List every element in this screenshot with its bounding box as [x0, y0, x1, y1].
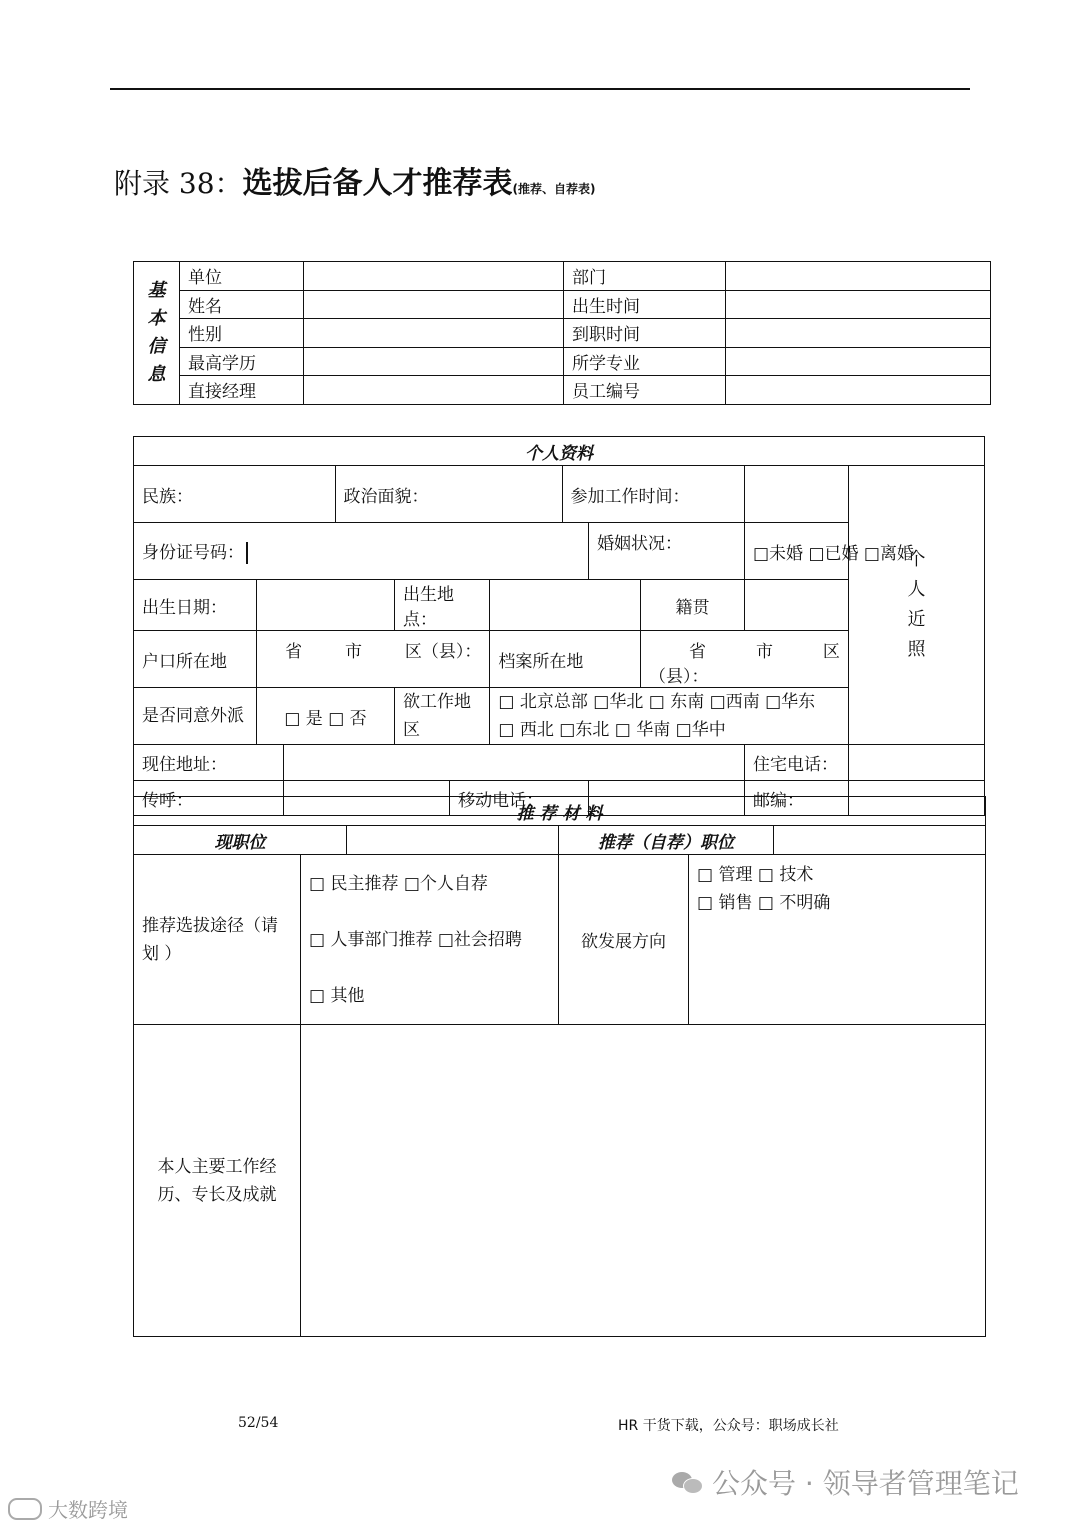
recommend-header: 推 荐 材 料 [134, 797, 986, 826]
label-name: 姓名 [180, 290, 304, 319]
label-education: 最高学历 [180, 347, 304, 376]
field-birth-time[interactable] [726, 290, 991, 319]
hukou-field[interactable]: 省 市 区（县）： [257, 631, 490, 688]
field-employee-id[interactable] [726, 376, 991, 405]
mobile-label: 移动电话： [450, 781, 589, 816]
field-name[interactable] [304, 290, 564, 319]
title-sub: (推荐、自荐表) [512, 182, 596, 196]
political-cell[interactable]: 政治面貌： [335, 466, 562, 523]
dispatch-options[interactable]: □ 是 □ 否 [257, 688, 395, 745]
direction-options[interactable]: □ 管理 □ 技术 □ 销售 □ 不明确 [689, 855, 986, 1025]
page-title [114, 158, 596, 202]
basic-info-table [133, 261, 991, 405]
field-gender[interactable] [304, 319, 564, 348]
home-phone-label: 住宅电话： [744, 745, 848, 781]
current-position-label: 现职位 [134, 826, 347, 855]
marital-options[interactable]: □未婚 □已婚 □离婚 [744, 523, 848, 580]
direction-label: 欲发展方向 [559, 855, 689, 1025]
field-join-time[interactable] [726, 319, 991, 348]
personal-info-table [133, 436, 985, 816]
text-cursor [246, 542, 248, 564]
label-department: 部门 [564, 262, 726, 291]
pager-label: 传呼： [134, 781, 284, 816]
title-prefix: 附录 38： [114, 167, 243, 200]
work-start-cell[interactable]: 参加工作时间： [562, 466, 744, 523]
field-unit[interactable] [304, 262, 564, 291]
experience-label: 本人主要工作经历、专长及成就 [134, 1025, 301, 1337]
work-area-label: 欲工作地区 [394, 688, 489, 745]
route-options[interactable]: □ 民主推荐 □个人自荐 □ 人事部门推荐 □社会招聘 □ 其他 [301, 855, 559, 1025]
page-number: 52/54 [238, 1415, 279, 1431]
hukou-label: 户口所在地 [134, 631, 257, 688]
label-gender: 性别 [180, 319, 304, 348]
field-education[interactable] [304, 347, 564, 376]
label-major: 所学专业 [564, 347, 726, 376]
work-start-field[interactable] [744, 466, 848, 523]
field-major[interactable] [726, 347, 991, 376]
route-label: 推荐选拔途径（请划 ） [134, 855, 301, 1025]
label-employee-id: 员工编号 [564, 376, 726, 405]
label-unit: 单位 [180, 262, 304, 291]
recommend-table [133, 796, 986, 1337]
personal-header: 个人资料 [134, 437, 985, 466]
native-place-label: 籍贯 [641, 580, 745, 631]
photo-cell[interactable]: 个人近照 [848, 466, 984, 745]
archive-label: 档案所在地 [490, 631, 641, 688]
birth-date-label: 出生日期： [134, 580, 257, 631]
label-join-time: 到职时间 [564, 319, 726, 348]
target-position-field[interactable] [774, 826, 986, 855]
birth-place-label: 出生地点： [394, 580, 489, 631]
work-area-options[interactable]: □ 北京总部 □华北 □ 东南 □西南 □华东 □ 西北 □东北 □ 华南 □华中 [490, 688, 849, 745]
label-birth-time: 出生时间 [564, 290, 726, 319]
address-field[interactable] [283, 745, 744, 781]
home-phone-field[interactable] [848, 745, 984, 781]
field-manager[interactable] [304, 376, 564, 405]
field-department[interactable] [726, 262, 991, 291]
archive-field[interactable]: 省 市 区 （县）： [641, 631, 849, 688]
watermark-right: 公众号 · 领导者管理笔记 [672, 1462, 1019, 1502]
birth-place-field[interactable] [490, 580, 641, 631]
footer-note: HR 干货下载，公众号：职场成长社 [618, 1418, 839, 1434]
postcode-label: 邮编： [744, 781, 848, 816]
logo-icon [8, 1498, 42, 1520]
experience-field[interactable] [301, 1025, 986, 1337]
birth-date-field[interactable] [257, 580, 395, 631]
ethnicity-cell[interactable]: 民族： [134, 466, 336, 523]
target-position-label: 推荐（自荐）职位 [559, 826, 774, 855]
current-position-field[interactable] [347, 826, 559, 855]
wechat-icon [672, 1470, 702, 1494]
watermark-left: 大数跨境 [8, 1494, 128, 1523]
marital-label: 婚姻状况： [589, 523, 745, 580]
basic-info-label: 基本信息 [134, 262, 180, 405]
address-label: 现住地址： [134, 745, 284, 781]
id-number-cell[interactable]: 身份证号码： [134, 523, 589, 580]
title-main: 选拔后备人才推荐表 [242, 166, 513, 201]
header-rule [110, 88, 970, 90]
label-manager: 直接经理 [180, 376, 304, 405]
native-place-field[interactable] [744, 580, 848, 631]
dispatch-label: 是否同意外派 [134, 688, 257, 745]
